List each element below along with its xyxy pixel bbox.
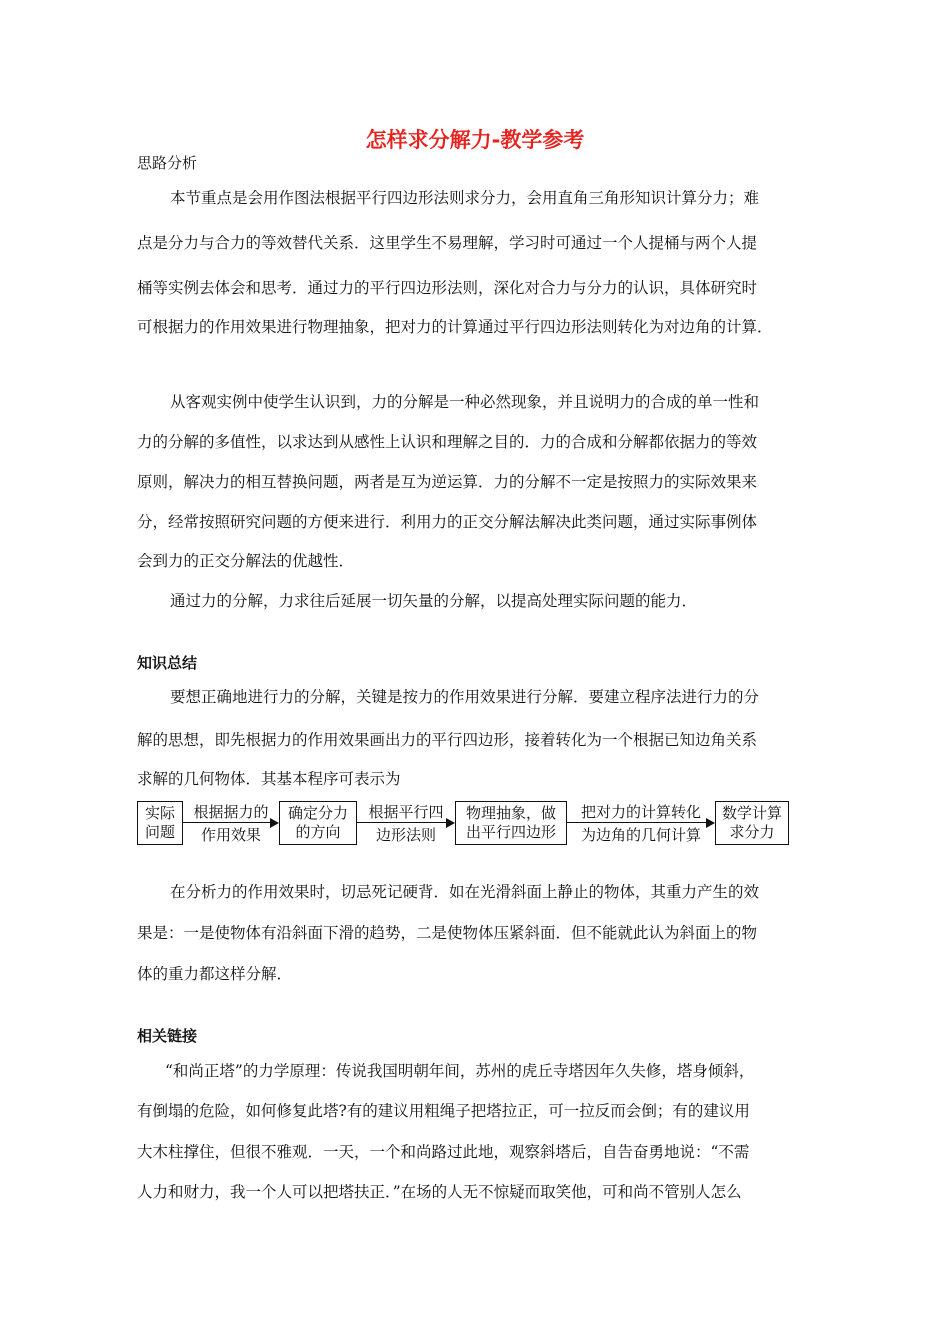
flow-box-text: 数学计算: [721, 804, 782, 822]
arrow-shaft: [357, 822, 447, 823]
paragraph-line: 果是：一是使物体有沿斜面下滑的趋势，二是使物体压紧斜面．但不能就此认为斜面上的物: [137, 924, 758, 942]
flow-arrow-geometry: [567, 801, 715, 845]
paragraph-line: 在分析力的作用效果时，切忌死记硬背．如在光滑斜面上静止的物体，其重力产生的效: [170, 883, 760, 901]
paragraph-line: 要想正确地进行力的分解，关键是按力的作用效果进行分解．要建立程序法进行力的分: [170, 688, 760, 706]
paragraph-line: 求解的几何物体．其基本程序可表示为: [137, 770, 401, 788]
paragraph-line: 体的重力都这样分解．: [137, 965, 293, 983]
flow-arrow-text: 边形法则: [375, 826, 436, 844]
paragraph-line: 通过力的分解，力求往后延展一切矢量的分解，以提高处理实际问题的能力．: [170, 592, 698, 610]
paragraph-line: 力的分解的多值性，以求达到从感性上认识和理解之目的．力的合成和分解都依据力的等效: [137, 433, 758, 451]
paragraph-line: 有倒塌的危险，如何修复此塔?有的建议用粗绳子把塔拉正，可一拉反而会倒；有的建议用: [137, 1102, 750, 1120]
paragraph-line: 桶等实例去体会和思考．通过力的平行四边形法则，深化对合力与分力的认识，具体研究时: [137, 279, 758, 297]
flow-box-text: 确定分力: [287, 804, 348, 822]
flow-arrow-effect: [183, 801, 279, 845]
document-title: 怎样求分解力-教学参考: [365, 128, 585, 152]
flow-box-text: 的方向: [295, 823, 341, 841]
flow-arrow-text: 把对力的计算转化: [580, 803, 701, 821]
flow-box-physical-abstraction: [455, 801, 567, 845]
flow-arrow-text: 根据平行四: [368, 803, 444, 821]
flow-box-text: 求分力: [729, 823, 775, 841]
flow-arrow-text: 为边角的几何计算: [580, 826, 701, 844]
flow-box-actual-problem: [137, 801, 183, 845]
paragraph-line: 大木柱撑住，但很不雅观．一天，一个和尚路过此地，观察斜塔后，自告奋勇地说：“不需: [137, 1143, 750, 1161]
paragraph-line: 会到力的正交分解法的优越性．: [137, 552, 355, 570]
paragraph-line: 点是分力与合力的等效替代关系．这里学生不易理解，学习时可通过一个人提桶与两个人提: [137, 234, 758, 252]
heading-summary: 知识总结: [137, 654, 198, 672]
flow-box-text: 问题: [144, 823, 175, 841]
flow-box-text: 实际: [144, 804, 175, 822]
heading-analysis: 思路分析: [137, 154, 198, 172]
paragraph-line: 从客观实例中使学生认识到，力的分解是一种必然现象，并且说明力的合成的单一性和: [170, 393, 760, 411]
flow-arrow-text: 作用效果: [200, 826, 261, 844]
paragraph-line: 可根据力的作用效果进行物理抽象，把对力的计算通过平行四边形法则转化为对边角的计算．: [137, 318, 773, 336]
arrow-shaft: [567, 822, 707, 823]
flow-box-text: 物理抽象，做: [465, 804, 556, 822]
flow-box-text: 出平行四边形: [465, 823, 556, 841]
paragraph-line: 分，经常按照研究问题的方便来进行．利用力的正交分解法解决此类问题，通过实际事例体: [137, 513, 758, 531]
flow-box-component-direction: [279, 801, 357, 845]
paragraph-line: 本节重点是会用作图法根据平行四边形法则求分力，会用直角三角形知识计算分力；难: [170, 189, 760, 207]
procedure-flowchart: [137, 801, 793, 849]
flow-arrow-parallelogram-rule: [357, 801, 455, 845]
flow-box-math-calculation: [715, 801, 789, 845]
paragraph-line: “和尚正塔”的力学原理：传说我国明朝年间，苏州的虎丘寺塔因年久失修，塔身倾斜，: [165, 1062, 755, 1080]
paragraph-line: 原则，解决力的相互替换问题，两者是互为逆运算．力的分解不一定是按照力的实际效果来: [137, 473, 758, 491]
flow-arrow-text: 根据据力的: [193, 803, 269, 821]
paragraph-line: 解的思想，即先根据力的作用效果画出力的平行四边形，接着转化为一个根据已知边角关系: [137, 731, 758, 749]
heading-links: 相关链接: [137, 1027, 198, 1045]
paragraph-line: 人力和财力，我一个人可以把塔扶正．”在场的人无不惊疑而取笑他，可和尚不管别人怎么: [137, 1183, 742, 1201]
arrow-shaft: [183, 822, 271, 823]
